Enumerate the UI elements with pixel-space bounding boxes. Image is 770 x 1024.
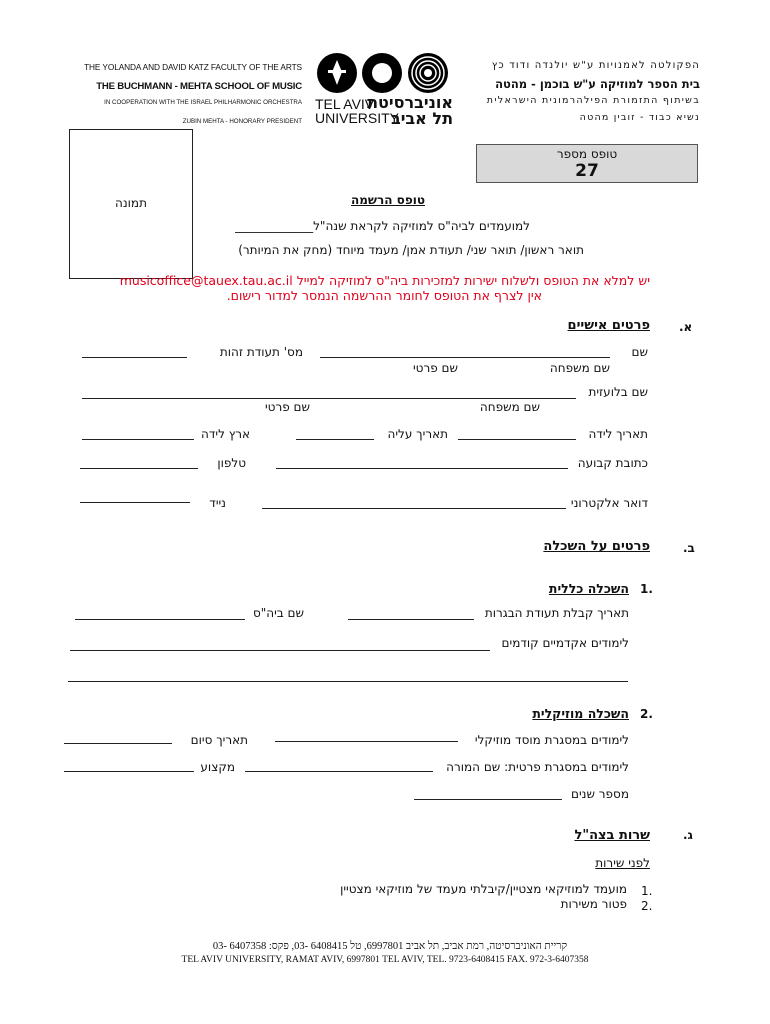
school-name-en: THE BUCHMANN - MEHTA SCHOOL OF MUSIC	[96, 81, 302, 92]
label-birth-country: ארץ לידה	[201, 427, 250, 441]
label-name: שם	[631, 345, 648, 359]
label-first-name-2: שם פרטי	[264, 400, 310, 414]
logo-emblem-icon	[315, 52, 453, 96]
birth-country-field[interactable]	[82, 439, 194, 440]
sub1-number: 1.	[640, 582, 653, 596]
label-first-name: שם פרטי	[412, 361, 458, 375]
header-hebrew	[470, 60, 700, 123]
tau-logo	[315, 52, 453, 128]
section-a-letter: א.	[679, 320, 693, 334]
years-field[interactable]	[414, 799, 562, 800]
end-date-field[interactable]	[64, 743, 172, 744]
form-subtitle: למועמדים לביה"ס למוזיקה לקראת שנה"ל_____________	[235, 219, 530, 233]
label-email: דואר אלקטרוני	[570, 496, 648, 510]
matric-date-field[interactable]	[348, 619, 474, 620]
logo-text-en: TEL AVIV UNIVERSITY	[315, 96, 400, 126]
label-profession: מקצוע	[200, 760, 235, 774]
label-end-date: תאריך סיום	[190, 733, 248, 747]
mobile-field[interactable]	[80, 502, 190, 503]
form-number-box	[476, 144, 698, 183]
sub2-title: השכלה מוזיקלית	[532, 706, 629, 721]
aliyah-date-field[interactable]	[296, 439, 374, 440]
cooperation-he: בשיתוף התזמורת הפילהרמונית הישראלית	[486, 95, 700, 106]
email-field[interactable]	[262, 508, 566, 509]
label-private-studies: לימודים במסגרת פרטית: שם המורה	[446, 760, 629, 774]
label-mobile: נייד	[209, 496, 226, 510]
section-c-title: שרות בצה"ל	[574, 828, 650, 843]
president-en: ZUBIN MEHTA - HONORARY PRESIDENT	[182, 118, 302, 125]
photo-label: תמונה	[115, 196, 147, 210]
academic-studies-field[interactable]	[70, 650, 490, 651]
label-birth-date: תאריך לידה	[588, 427, 648, 441]
section-a-title: פרטים אישיים	[567, 318, 650, 333]
faculty-name-he: הפקולטה לאמנויות ע"ש יולנדה ודוד כץ	[491, 60, 700, 71]
label-id-number: מס' תעודת זהות	[219, 345, 303, 359]
service-item2: פטור משירות	[560, 897, 627, 911]
label-academic-studies: לימודים אקדמיים קודמים	[501, 636, 629, 650]
president-he: נשיא כבוד - זובין מהטה	[579, 112, 700, 123]
school-name-field[interactable]	[75, 619, 245, 620]
faculty-name-en: THE YOLANDA AND DAVID KATZ FACULTY OF THE ARTS	[84, 62, 302, 72]
before-service: לפני שירות	[595, 856, 650, 870]
latin-name-field[interactable]	[82, 398, 576, 399]
instructions-line1: יש למלא את הטופס ולשלוח ישירות למזכירות ביה"ס למוזיקה למייל musicoffice@tauex.tau.ac.il	[119, 273, 650, 288]
teacher-name-field[interactable]	[245, 771, 433, 772]
service-item2-number: 2.	[641, 899, 653, 913]
form-number-value: 27	[575, 161, 599, 181]
label-latin-name: שם בלועזית	[588, 385, 648, 399]
profession-field[interactable]	[64, 771, 194, 772]
form-number-label: טופס מספר	[556, 147, 618, 161]
form-title: טופס הרשמה	[351, 193, 425, 207]
label-phone: טלפון	[217, 456, 246, 470]
section-c-letter: ג.	[683, 828, 693, 842]
address-field[interactable]	[276, 468, 568, 469]
label-institution-studies: לימודים במסגרת מוסד מוזיקלי	[474, 733, 629, 747]
label-years: מספר שנים	[571, 787, 629, 801]
section-b-letter: ב.	[683, 541, 695, 555]
name-field[interactable]	[320, 357, 610, 358]
sub1-title: השכלה כללית	[548, 581, 629, 596]
phone-field[interactable]	[80, 468, 198, 469]
label-family-name: שם משפחה	[549, 361, 610, 375]
section-b-title: פרטים על השכלה	[543, 539, 650, 554]
instructions-line2: אין לצרף את הטופס לחומר ההרשמה הנמסר למדור רישום.	[226, 288, 542, 303]
footer-english: TEL AVIV UNIVERSITY, RAMAT AVIV, 6997801 TEL AVIV, TEL. 9723-6408415 FAX. 972-3-6407358	[181, 955, 589, 965]
label-aliyah-date: תאריך עליה	[387, 427, 448, 441]
sub2-number: 2.	[640, 707, 653, 721]
label-family-name-2: שם משפחה	[479, 400, 540, 414]
id-number-field[interactable]	[82, 357, 187, 358]
birth-date-field[interactable]	[458, 439, 576, 440]
service-item1-number: 1.	[641, 884, 653, 898]
institution-studies-field[interactable]	[275, 741, 458, 742]
label-address: כתובת קבועה	[577, 456, 648, 470]
degree-options: תואר ראשון/ תואר שני/ תעודת אמן/ מעמד מיוחד (מחק את המיותר)	[238, 243, 584, 257]
footer-hebrew: קריית האוניברסיטה, רמת אביב, תל אביב 6997801, טל 6408415 -03, פקס: 6407358 -03	[212, 941, 568, 952]
service-item1: מועמד למוזיקאי מצטיין/קיבלתי מעמד של מוזיקאי מצטיין	[340, 882, 627, 896]
school-name-he: בית הספר למוזיקה ע"ש בוכמן - מהטה	[495, 77, 700, 91]
academic-studies-field-2[interactable]	[68, 681, 628, 682]
logo-text-he: אוניברסיטת תל אביב	[367, 93, 453, 128]
photo-box[interactable]	[69, 129, 193, 279]
cooperation-en: IN COOPERATION WITH THE ISRAEL PHILHARMONIC ORCHESTRA	[104, 99, 302, 106]
label-matric-date: תאריך קבלת תעודת הבגרות	[484, 606, 629, 620]
header-english	[70, 62, 302, 125]
label-school-name: שם ביה"ס	[252, 606, 304, 620]
